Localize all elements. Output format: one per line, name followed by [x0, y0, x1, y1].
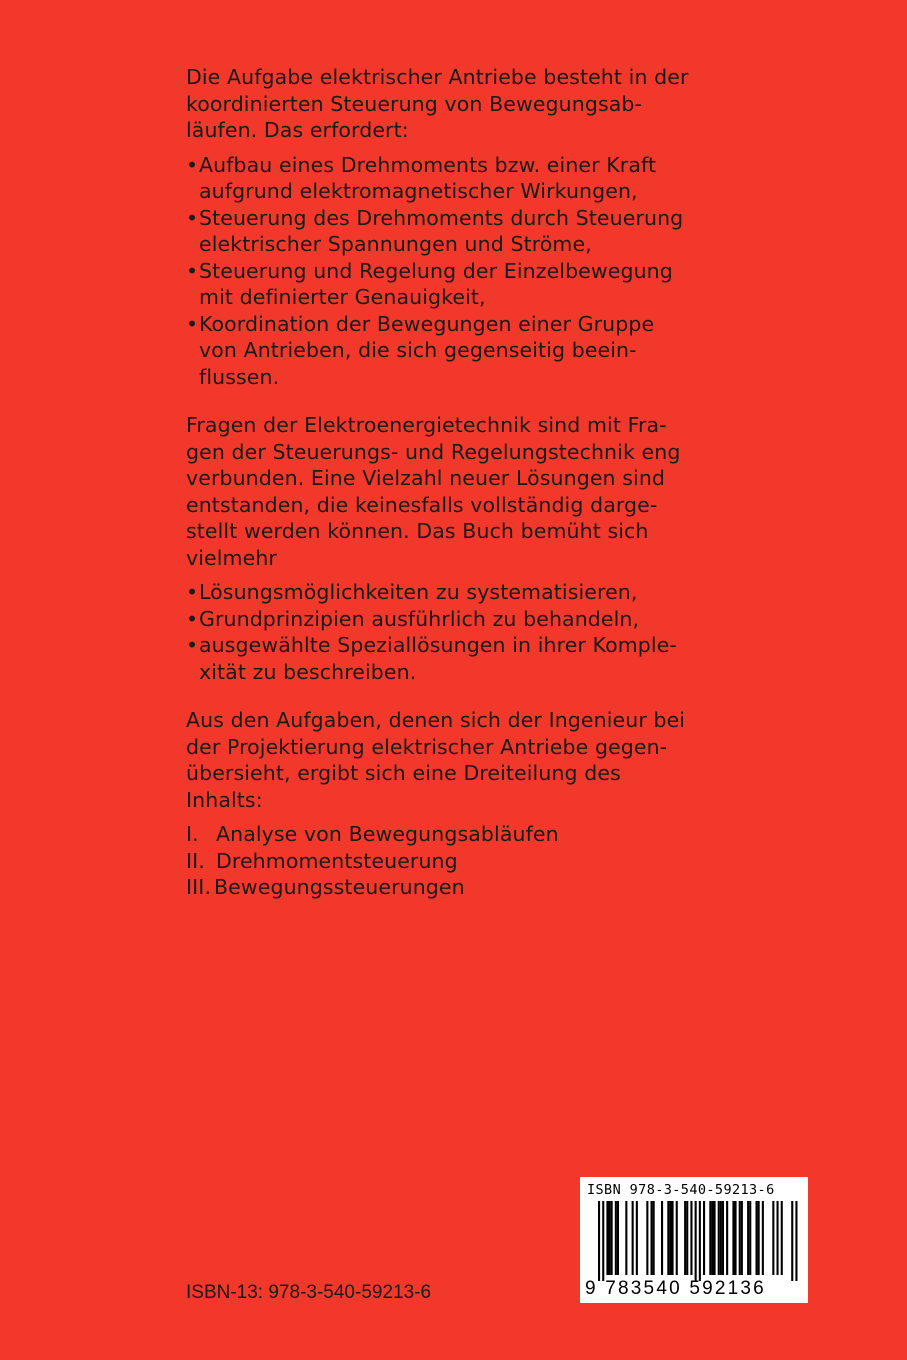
- barcode-bar: [749, 1201, 751, 1275]
- second-paragraph: Fragen der Elektroenergietechnik sind mit Fra- gen der Steuerungs- und Regelungstechnik eng verbunden. Eine Vielzahl neuer Lösungen sind entstanden, die keinesfalls vollständig darge- stellt werden können. Das Buch bemüht sich vielmehr: [186, 413, 681, 570]
- requirements-list: [186, 152, 706, 391]
- part-item: [186, 874, 706, 901]
- part-item: [186, 821, 706, 848]
- part-item: [186, 848, 706, 875]
- goal-item: • ausgewählte Speziallösungen in ihrer Komple- xität zu beschreiben.: [186, 632, 706, 685]
- part-title: Bewegungssteuerungen: [214, 875, 465, 899]
- barcode-bar: [636, 1201, 638, 1275]
- goal-item: • Grundprinzipien ausführlich zu behandeln,: [186, 606, 706, 633]
- barcode-bar: [756, 1201, 758, 1275]
- barcode-bar: [690, 1201, 692, 1275]
- barcode-bar: [598, 1201, 600, 1281]
- barcode-bar: [669, 1201, 671, 1275]
- barcode-bar: [684, 1201, 686, 1275]
- barcode-bar: [709, 1201, 711, 1275]
- barcode-bar: [720, 1201, 722, 1275]
- barcode-digits: 9 783540 592136: [585, 1278, 766, 1299]
- third-paragraph: Aus den Aufgaben, denen sich der Ingenieur bei der Projektierung elektrischer Antriebe gegen- übersieht, ergibt sich eine Dreiteilung des Inhalts:: [186, 708, 686, 812]
- barcode-bar: [617, 1201, 619, 1275]
- barcode-bar: [758, 1201, 760, 1275]
- requirement-item: • Koordination der Bewegungen einer Gruppe von Antrieben, die sich gegenseitig beein- flussen.: [186, 311, 706, 391]
- part-title: Analyse von Bewegungsabläufen: [216, 822, 559, 846]
- barcode-bar: [632, 1201, 634, 1275]
- barcode-bar: [653, 1201, 655, 1275]
- barcode-isbn-text: ISBN 978-3-540-59213-6: [587, 1182, 775, 1198]
- barcode-bar: [625, 1201, 627, 1275]
- isbn-barcode: [580, 1177, 808, 1303]
- barcode-bar: [739, 1201, 741, 1275]
- barcode-bar: [772, 1201, 774, 1275]
- barcode-bar: [609, 1201, 611, 1275]
- barcode-bar: [735, 1201, 737, 1275]
- barcode-bar: [791, 1201, 793, 1281]
- barcode-bar: [672, 1201, 674, 1275]
- barcode-bar: [606, 1201, 608, 1275]
- barcode-bar: [762, 1201, 764, 1275]
- barcode-bar: [747, 1201, 749, 1275]
- barcode-bar: [686, 1201, 688, 1275]
- barcode-bar: [646, 1201, 648, 1275]
- goals-list: [186, 579, 706, 685]
- barcode-bar: [781, 1201, 783, 1275]
- barcode-bar: [611, 1201, 613, 1275]
- part-number: III.: [186, 875, 212, 899]
- barcode-bars: [584, 1201, 804, 1283]
- barcode-bar: [661, 1201, 663, 1275]
- back-cover-text: [186, 64, 706, 901]
- part-number: I.: [186, 822, 199, 846]
- barcode-bar: [667, 1201, 669, 1275]
- requirement-item: • Steuerung des Drehmoments durch Steuerung elektrischer Spannungen und Ströme,: [186, 205, 706, 258]
- barcode-bar: [718, 1201, 720, 1275]
- part-number: II.: [186, 848, 205, 873]
- requirement-item: • Steuerung und Regelung der Einzelbewegung mit definierter Genauigkeit,: [186, 258, 706, 311]
- intro-line: koordinierten Steuerung von Bewegungsab-: [186, 91, 643, 116]
- barcode-bar: [795, 1201, 797, 1281]
- barcode-bar: [602, 1201, 604, 1281]
- barcode-bar: [741, 1201, 743, 1275]
- goal-item: • Lösungsmöglichkeiten zu systematisieren,: [186, 579, 706, 606]
- barcode-bar: [651, 1201, 653, 1275]
- parts-list: [186, 821, 706, 901]
- barcode-bar: [726, 1201, 728, 1275]
- requirement-item: • Aufbau eines Drehmoments bzw. einer Kraft aufgrund elektromagnetischer Wirkungen,: [186, 152, 706, 205]
- barcode-bar: [703, 1201, 705, 1275]
- barcode-bar: [722, 1201, 724, 1275]
- isbn-13-label: ISBN-13: 978-3-540-59213-6: [186, 1282, 432, 1303]
- barcode-bar: [711, 1201, 713, 1275]
- barcode-bar: [732, 1201, 734, 1275]
- barcode-bar: [699, 1201, 701, 1281]
- intro-paragraph: [186, 64, 706, 144]
- barcode-bar: [714, 1201, 716, 1275]
- intro-line: Die Aufgabe elektrischer Antriebe besteht in der: [186, 65, 689, 89]
- barcode-bar: [676, 1201, 678, 1275]
- part-title: Drehmomentsteuerung: [216, 848, 458, 873]
- barcode-bar: [695, 1201, 697, 1281]
- intro-line: läufen. Das erfordert:: [186, 118, 409, 142]
- barcode-bar: [615, 1201, 617, 1275]
- barcode-bar: [777, 1201, 779, 1275]
